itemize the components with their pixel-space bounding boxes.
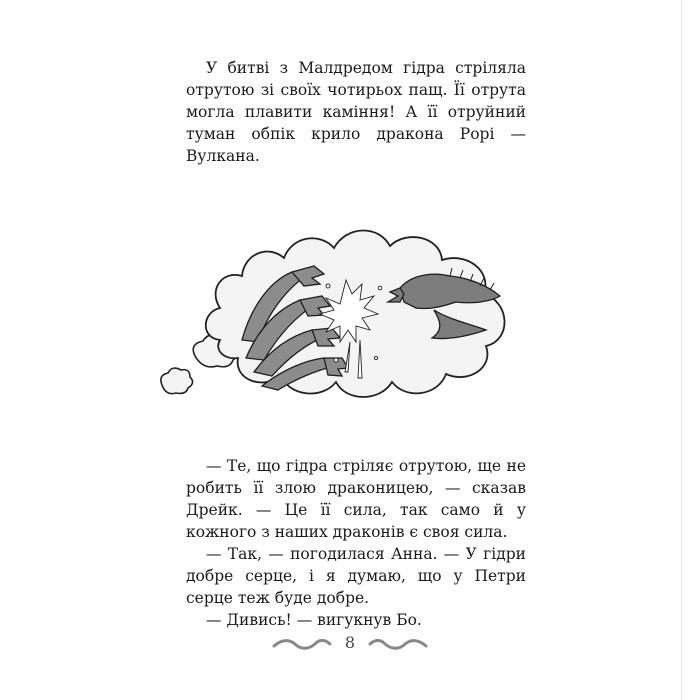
- paragraph-battle: У битві з Малдредом гідра стріляла отрутою зі своїх чотирьох пащ. Її отрута могла плавити каміння! А її отруйний туман обпік крило дракона Рорі — Вулкана.: [186, 59, 526, 165]
- left-ornament-icon: [272, 637, 332, 651]
- thought-bubble-illustration: [150, 190, 530, 415]
- page-footer: [0, 632, 700, 656]
- dialogue-block: [186, 455, 526, 631]
- page-edge: [681, 0, 682, 700]
- paragraph-drake: — Те, що гідра стріляє отрутою, ще не робить її злою драконицею, — сказав Дрейк. — Це її сила, так само й у кожного з наших драконів є своя сила.: [186, 457, 526, 541]
- paragraph-anna: — Так, — погодилася Анна. — У гідри добре серце, і я думаю, що у Петри серце теж буде добре.: [186, 545, 526, 607]
- page-number: 8: [344, 633, 356, 652]
- right-ornament-icon: [368, 637, 428, 651]
- top-text-block: [186, 57, 526, 167]
- paragraph-bo: — Дивись! — вигукнув Бо.: [206, 611, 422, 629]
